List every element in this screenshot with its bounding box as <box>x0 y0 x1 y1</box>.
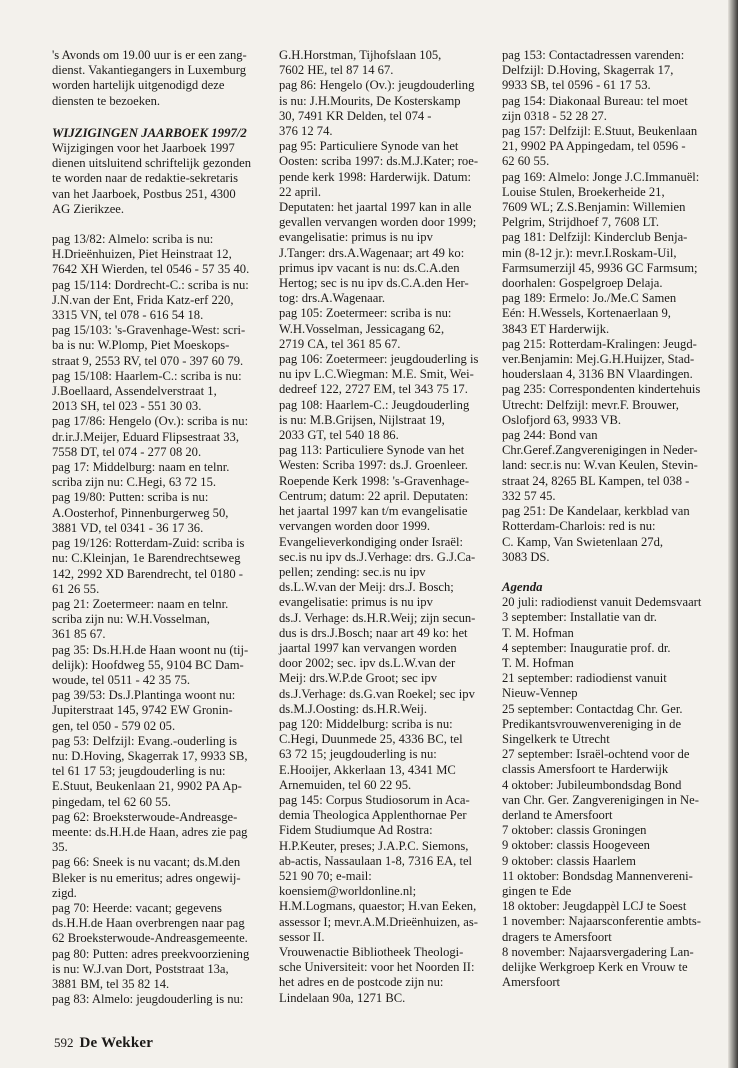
text-line: J.N.van der Ent, Frida Katz-erf 220, <box>52 292 234 307</box>
text-line: pag 17/86: Hengelo (Ov.): scriba is nu: <box>52 414 249 429</box>
text-line: vervangen worden door 1999. <box>279 519 431 534</box>
column-2 <box>279 48 492 1006</box>
text-line: jaartal 1997 kan vervangen worden <box>279 640 457 655</box>
text-line: Chr.Geref.Zangverenigingen in Neder- <box>502 443 698 458</box>
text-line: Centrum; datum: 22 april. Deputaten: <box>279 488 469 503</box>
text-line: 3083 DS. <box>502 549 550 564</box>
text-line: 376 12 74. <box>279 124 333 139</box>
text-line: H.P.Keuter, preses; J.A.P.C. Siemons, <box>279 838 469 853</box>
text-line: worden hartelijk uitgenodigd deze <box>52 78 225 93</box>
text-line: doorhalen: Gospelgroep Delaja. <box>502 276 663 291</box>
agenda-line: dragers te Amersfoort <box>502 929 612 944</box>
page-footer <box>54 1035 153 1052</box>
agenda-heading: Agenda <box>502 579 543 594</box>
text-line: pag 145: Corpus Studiosorum in Aca- <box>279 792 470 807</box>
agenda-line: 9 oktober: classis Hoogeveen <box>502 838 650 853</box>
text-line: 3843 ET Harderwijk. <box>502 321 610 336</box>
text-line: 142, 2992 XD Barendrecht, tel 0180 - <box>52 566 243 581</box>
text-line: 62 60 55. <box>502 154 550 169</box>
text-line: Oosten: scriba 1997: ds.M.J.Kater; roe- <box>279 154 479 169</box>
text-line: Deputaten: het jaartal 1997 kan in alle <box>279 200 472 215</box>
agenda-line: 4 september: Inauguratie prof. dr. <box>502 640 671 655</box>
agenda-line: Amersfoort <box>502 975 561 990</box>
text-line: 35. <box>52 840 68 855</box>
agenda-line: T. M. Hofman <box>502 625 574 640</box>
text-line: pag 251: De Kandelaar, kerkblad van <box>502 504 690 519</box>
text-line: het jaartal 1997 kan t/m evangelisatie <box>279 504 468 519</box>
text-line: 30, 7491 KR Delden, tel 074 - <box>279 108 432 123</box>
text-line: pag 15/114: Dordrecht-C.: scriba is nu: <box>52 277 249 292</box>
text-line: pag 154: Diakonaal Bureau: tel moet <box>502 93 688 108</box>
text-line: pag 120: Middelburg: scriba is nu: <box>279 716 453 731</box>
text-line: Roepende Kerk 1998: 's-Gravenhage- <box>279 473 470 488</box>
text-line: 22 april. <box>279 184 321 199</box>
text-line: pag 19/126: Rotterdam-Zuid: scriba is <box>52 536 245 551</box>
text-line: sec.is nu ipv ds.J.Verhage: drs. G.J.Ca- <box>279 549 476 564</box>
column-3 <box>502 48 726 990</box>
text-line: W.H.Vosselman, Jessicagang 62, <box>279 321 445 336</box>
text-line: Bleker is nu emeritus; adres ongewij- <box>52 870 241 885</box>
text-line: tel 61 17 53; jeugdouderling is nu: <box>52 764 226 779</box>
text-line: sche Universiteit: voor het Noorden II: <box>279 960 475 975</box>
text-line: straat 24, 8265 BL Kampen, tel 038 - <box>502 473 690 488</box>
text-line: nu: C.Kleinjan, 1e Barendrechtseweg <box>52 551 241 566</box>
text-line: pag 39/53: Ds.J.Plantinga woont nu: <box>52 688 236 703</box>
agenda-line: van Chr. Ger. Zangverenigingen in Ne- <box>502 792 699 807</box>
agenda-line: 11 oktober: Bondsdag Mannenvereni- <box>502 868 693 883</box>
text-line: min (8-12 jr.): mevr.I.Roskam-Uil, <box>502 245 677 260</box>
yearbook-changes-list-end <box>502 48 726 565</box>
text-line: 21, 9902 PA Appingedam, tel 0596 - <box>502 139 686 154</box>
text-line: pag 19/80: Putten: scriba is nu: <box>52 490 209 505</box>
text-line: sessor II. <box>279 929 325 944</box>
text-line: assessor I; mevr.A.M.Drieënhuizen, as- <box>279 914 478 929</box>
text-line: Louise Stulen, Broekerheide 21, <box>502 184 665 199</box>
text-line: Westen: Scriba 1997: ds.J. Groenleer. <box>279 458 468 473</box>
text-line: meente: ds.H.H.de Haan, adres zie pag <box>52 824 248 839</box>
text-line: Meij: drs.W.P.de Groot; sec ipv <box>279 671 437 686</box>
text-line: gevallen vervangen worden door 1999; <box>279 215 477 230</box>
text-line: pag 113: Particuliere Synode van het <box>279 443 465 458</box>
text-line: nu ipv L.C.Wiegman: M.E. Smit, Wei- <box>279 367 474 382</box>
text-line: demia Theologica Applenthornae Per <box>279 808 467 823</box>
text-line: J.Boellaard, Assendelverstraat 1, <box>52 384 217 399</box>
text-line: Delfzijl: D.Hoving, Skagerrak 17, <box>502 63 674 78</box>
text-line: 62 Broeksterwoude-Andreasgemeente. <box>52 931 248 946</box>
text-line: ver.Benjamin: Mej.G.H.Huijzer, Stad- <box>502 352 695 367</box>
text-line: scriba zijn nu: W.H.Vosselman, <box>52 612 210 627</box>
heading-body-paragraph <box>52 141 264 217</box>
text-line: is nu: J.H.Mourits, De Kosterskamp <box>279 93 461 108</box>
text-line: ds.H.H.de Haan overbrengen naar pag <box>52 916 245 931</box>
text-line: pag 66: Sneek is nu vacant; ds.M.den <box>52 855 241 870</box>
agenda-line: T. M. Hofman <box>502 655 574 670</box>
yearbook-changes-list-continued <box>279 48 492 1006</box>
text-line: dus is drs.J.Bosch; naar art 49 ko: het <box>279 625 468 640</box>
text-line: H.Drieënhuizen, Piet Heinstraat 12, <box>52 247 232 262</box>
text-line: Jupiterstraat 145, 9742 EW Gronin- <box>52 703 233 718</box>
text-line: gen, tel 050 - 579 02 05. <box>52 718 176 733</box>
text-line: 's Avonds om 19.00 uur is er een zang- <box>52 48 247 62</box>
agenda-line: 25 september: Contactdag Chr. Ger. <box>502 701 683 716</box>
agenda-line: 20 juli: radiodienst vanuit Dedemsvaart <box>502 595 702 610</box>
agenda-line: 4 oktober: Jubileumbondsdag Bond <box>502 777 682 792</box>
agenda-line: 3 september: Installatie van dr. <box>502 610 657 625</box>
text-line: van het Jaarboek, Postbus 251, 4300 <box>52 186 236 201</box>
agenda-line: Predikantsvrouwenvereniging in de <box>502 716 682 731</box>
text-line: pag 80: Putten: adres preekvoorziening <box>52 946 250 961</box>
text-line: scriba zijn nu: C.Hegi, 63 72 15. <box>52 475 217 490</box>
agenda-line: Singelkerk te Utrecht <box>502 731 610 746</box>
agenda-line: 7 oktober: classis Groningen <box>502 823 647 838</box>
text-line: het adres en de postcode zijn nu: <box>279 975 444 990</box>
agenda-line: Nieuw-Vennep <box>502 686 578 701</box>
agenda-line: 9 oktober: classis Haarlem <box>502 853 636 868</box>
text-line: 7642 XH Wierden, tel 0546 - 57 35 40. <box>52 262 250 277</box>
text-line: evangelisatie: primus is nu ipv <box>279 230 433 245</box>
text-line: evangelisatie: primus is nu ipv <box>279 595 433 610</box>
agenda-line: gingen te Ede <box>502 883 572 898</box>
text-line: Utrecht: Delfzijl: mevr.F. Brouwer, <box>502 397 679 412</box>
text-line: woude, tel 0511 - 42 35 75. <box>52 672 191 687</box>
text-line: pag 108: Haarlem-C.: Jeugdouderling <box>279 397 470 412</box>
agenda-line: 27 september: Israël-ochtend voor de <box>502 747 690 762</box>
text-line: Arnemuiden, tel 60 22 95. <box>279 777 412 792</box>
text-line: A.Oosterhof, Pinnenburgerweg 50, <box>52 505 229 520</box>
text-line: 361 85 67. <box>52 627 106 642</box>
text-line: pag 169: Almelo: Jonge J.C.Immanuël: <box>502 169 700 184</box>
text-line: Pelgrim, Strijdhoef 7, 7608 LT. <box>502 215 660 230</box>
text-line: Rotterdam-Charlois: red is nu: <box>502 519 656 534</box>
scan-edge-shadow <box>728 0 738 1068</box>
agenda-line: 1 november: Najaarsconferentie ambts- <box>502 914 701 929</box>
agenda-line: derland te Amersfoort <box>502 807 613 822</box>
text-line: Eén: H.Wessels, Kortenaerlaan 9, <box>502 306 671 321</box>
agenda-line: delijke Werkgroep Kerk en Vrouw te <box>502 959 688 974</box>
text-line: te worden naar de redaktie-sekretaris <box>52 171 239 186</box>
text-line: 61 26 55. <box>52 581 100 596</box>
text-line: 3315 VN, tel 078 - 616 54 18. <box>52 308 204 323</box>
text-line: pag 153: Contactadressen varenden: <box>502 48 685 62</box>
text-line: Oslofjord 63, 9933 VB. <box>502 412 622 427</box>
text-line: pag 83: Almelo: jeugdouderling is nu: <box>52 992 244 1007</box>
text-line: G.H.Horstman, Tijhofslaan 105, <box>279 48 442 62</box>
text-line: pingedam, tel 62 60 55. <box>52 794 171 809</box>
text-line: delijk): Hoofdweg 55, 9104 BC Dam- <box>52 657 244 672</box>
text-line: pag 181: Delfzijl: Kinderclub Benja- <box>502 230 688 245</box>
text-line: 9933 SB, tel 0596 - 61 17 53. <box>502 78 651 93</box>
text-line: AG Zierikzee. <box>52 201 125 216</box>
text-line: C.Hegi, Duunmede 25, 4336 BC, tel <box>279 732 463 747</box>
text-line: pag 21: Zoetermeer: naam en telnr. <box>52 596 229 611</box>
text-line: zigd. <box>52 885 77 900</box>
yearbook-changes-list <box>52 232 264 1007</box>
text-line: nu: D.Hoving, Skagerrak 17, 9933 SB, <box>52 748 248 763</box>
text-line: dr.ir.J.Meijer, Eduard Flipsestraat 33, <box>52 429 239 444</box>
text-line: 2033 GT, tel 540 18 86. <box>279 428 399 443</box>
text-line: pellen; zending: sec.is nu ipv <box>279 564 426 579</box>
text-line: 7602 HE, tel 87 14 67. <box>279 63 394 78</box>
agenda-line: 18 oktober: Jeugdappèl LCJ te Soest <box>502 899 687 914</box>
section-heading-jaarboek: WIJZIGINGEN JAARBOEK 1997/2 <box>52 125 247 140</box>
text-line: 2013 SH, tel 023 - 551 30 03. <box>52 399 202 414</box>
text-line: ba is nu: W.Plomp, Piet Moeskops- <box>52 338 230 353</box>
text-line: pag 62: Broeksterwoude-Andreasge- <box>52 809 238 824</box>
text-line: pag 70: Heerde: vacant; gegevens <box>52 900 222 915</box>
text-line: tog: drs.A.Wagenaar. <box>279 291 386 306</box>
text-line: Evangelieverkondiging onder Israël: <box>279 534 463 549</box>
text-line: pag 17: Middelburg: naam en telnr. <box>52 460 230 475</box>
text-line: door 2002; sec. ipv ds.L.W.van der <box>279 656 456 671</box>
text-line: houderslaan 4, 3136 BN Vlaardingen. <box>502 367 693 382</box>
text-line: E.Stuut, Beukenlaan 21, 9902 PA Ap- <box>52 779 242 794</box>
agenda-line: classis Amersfoort te Harderwijk <box>502 762 669 777</box>
text-line: Farmsumerzijl 45, 9936 GC Farmsum; <box>502 260 698 275</box>
text-line: 7558 DT, tel 074 - 277 08 20. <box>52 444 202 459</box>
text-line: H.M.Logmans, quaestor; H.van Eeken, <box>279 899 477 914</box>
text-line: koensiem@worldonline.nl; <box>279 884 417 899</box>
magazine-name: De Wekker <box>79 1035 154 1051</box>
text-line: pag 244: Bond van <box>502 428 598 443</box>
column-1 <box>52 48 264 1007</box>
text-line: 7609 WL; Z.S.Benjamin: Willemien <box>502 200 686 215</box>
text-line: pag 235: Correspondenten kindertehuis <box>502 382 701 397</box>
text-line: ab-actis, Nassaulaan 1-8, 7316 EA, tel <box>279 853 473 868</box>
page-number: 592 <box>54 1035 74 1050</box>
text-line: dienen uitsluitend schriftelijk gezonden <box>52 156 251 171</box>
text-line: pag 53: Delfzijl: Evang.-ouderling is <box>52 733 238 748</box>
text-line: 332 57 45. <box>502 488 556 503</box>
text-line: pag 189: Ermelo: Jo./Me.C Samen <box>502 291 677 306</box>
agenda-line: 8 november: Najaarsvergadering Lan- <box>502 944 694 959</box>
text-line: 521 90 70; e-mail: <box>279 868 372 883</box>
text-line: pag 15/103: 's-Gravenhage-West: scri- <box>52 323 246 338</box>
text-line: is nu: W.J.van Dort, Poststraat 13a, <box>52 961 229 976</box>
text-line: diensten te bezoeken. <box>52 93 161 108</box>
text-line: land: secr.is nu: W.van Keulen, Stevin- <box>502 458 698 473</box>
text-line: pag 95: Particuliere Synode van het <box>279 139 459 154</box>
text-line: pag 15/108: Haarlem-C.: scriba is nu: <box>52 368 242 383</box>
text-line: Wijzigingen voor het Jaarboek 1997 <box>52 141 235 156</box>
text-line: pag 105: Zoetermeer: scriba is nu: <box>279 306 452 321</box>
text-line: pag 215: Rotterdam-Kralingen: Jeugd- <box>502 336 697 351</box>
text-line: primus ipv vacant is nu: ds.C.A.den <box>279 260 460 275</box>
text-line: pende kerk 1998: Harderwijk. Datum: <box>279 169 471 184</box>
text-line: ds.M.J.Oosting: ds.H.R.Weij. <box>279 701 428 716</box>
text-line: ds.L.W.van der Meij: drs.J. Bosch; <box>279 580 454 595</box>
text-line: J.Tanger: drs.A.Wagenaar; art 49 ko: <box>279 245 465 260</box>
text-line: pag 106: Zoetermeer: jeugdouderling is <box>279 352 479 367</box>
text-line: ds.J. Verhage: ds.H.R.Weij; zijn secun- <box>279 610 476 625</box>
text-line: straat 9, 2553 RV, tel 070 - 397 60 79. <box>52 353 244 368</box>
agenda-list <box>502 595 726 990</box>
text-line: dedreef 122, 2727 EM, tel 343 75 17. <box>279 382 468 397</box>
text-line: zijn 0318 - 52 28 27. <box>502 108 607 123</box>
text-line: C. Kamp, Van Swietenlaan 27d, <box>502 534 664 549</box>
text-line: 3881 BM, tel 35 82 14. <box>52 976 170 991</box>
text-line: pag 13/82: Almelo: scriba is nu: <box>52 232 214 247</box>
text-line: 63 72 15; jeugdouderling is nu: <box>279 747 437 762</box>
text-line: dienst. Vakantiegangers in Luxemburg <box>52 63 246 78</box>
text-line: 2719 CA, tel 361 85 67. <box>279 336 401 351</box>
text-line: 3881 VD, tel 0341 - 36 17 36. <box>52 520 204 535</box>
text-line: Fidem Studiumque Ad Rostra: <box>279 823 433 838</box>
text-line: pag 157: Delfzijl: E.Stuut, Beukenlaan <box>502 124 698 139</box>
agenda-line: 21 september: radiodienst vanuit <box>502 671 667 686</box>
text-line: Hertog; sec is nu ipv ds.C.A.den Her- <box>279 276 469 291</box>
text-line: Vrouwenactie Bibliotheek Theologi- <box>279 944 464 959</box>
text-line: pag 86: Hengelo (Ov.): jeugdouderling <box>279 78 475 93</box>
intro-paragraph <box>52 48 264 109</box>
text-line: E.Hooijer, Akkerlaan 13, 4341 MC <box>279 762 456 777</box>
text-line: Lindelaan 90a, 1271 BC. <box>279 990 406 1005</box>
text-line: is nu: M.B.Grijsen, Nijlstraat 19, <box>279 412 445 427</box>
text-line: pag 35: Ds.H.H.de Haan woont nu (tij- <box>52 642 249 657</box>
text-line: ds.J.Verhage: ds.G.van Roekel; sec ipv <box>279 686 475 701</box>
